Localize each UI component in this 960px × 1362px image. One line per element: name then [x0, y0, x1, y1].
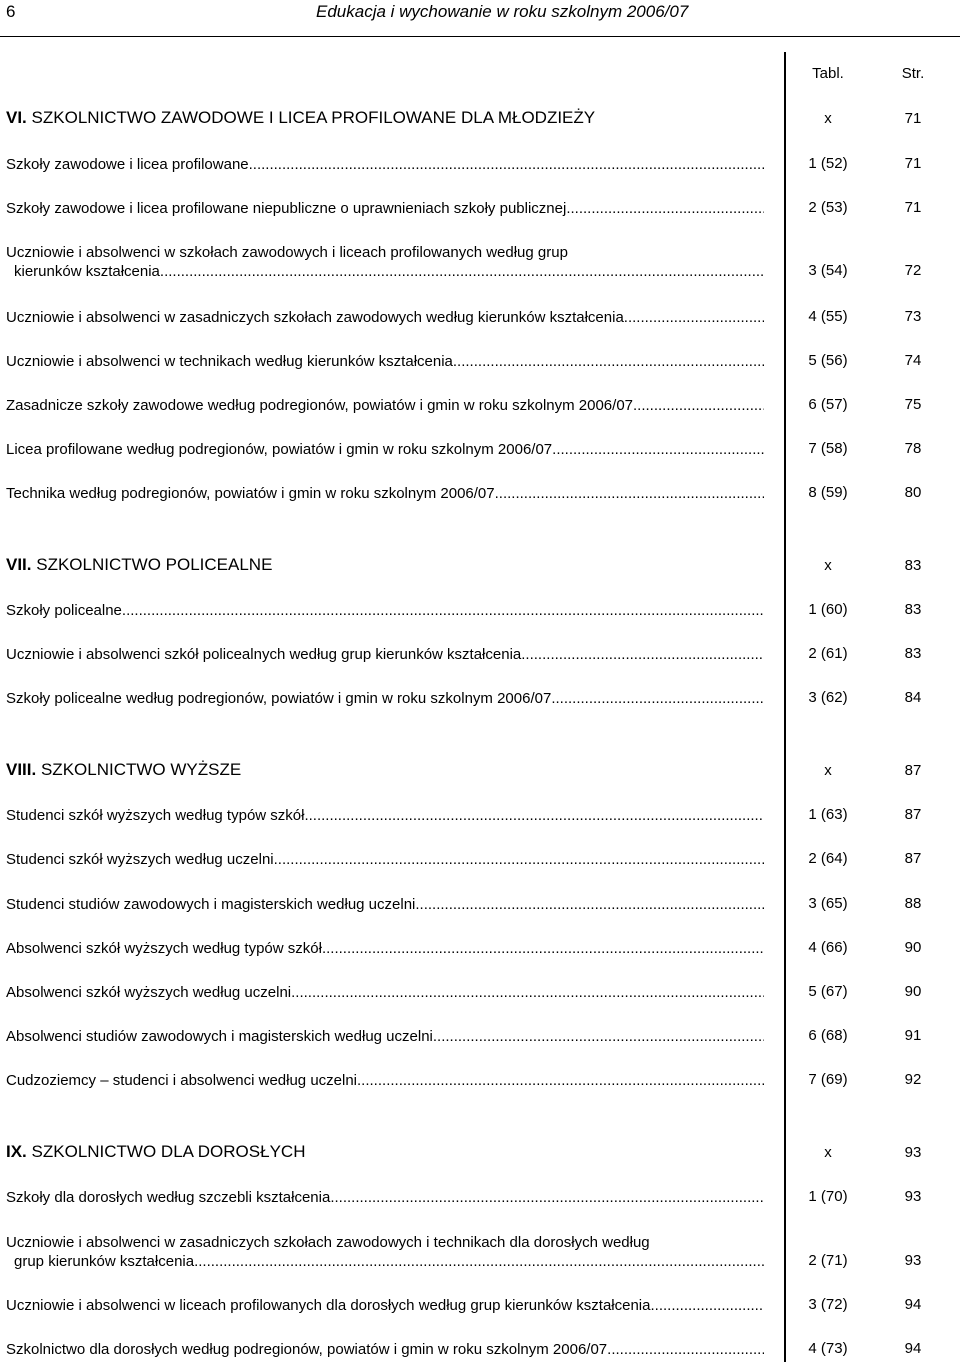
toc-entry-title	[6, 939, 764, 958]
page-number-ref: 87	[904, 850, 922, 867]
toc-entry-text: Absolwenci szkół wyższych według uczelni	[6, 984, 292, 1001]
toc-entry-line	[6, 199, 764, 218]
table-number: 6 (57)	[808, 396, 848, 413]
page-number-ref: 92	[904, 1071, 922, 1088]
toc-entry-text: Studenci szkół wyższych według typów szkół	[6, 807, 305, 824]
toc-entry-title	[6, 689, 764, 708]
toc-entry-line	[6, 645, 764, 664]
toc-entry-title	[6, 440, 764, 459]
page-number-ref: 83	[904, 645, 922, 662]
toc-entry-title	[6, 1233, 764, 1271]
dot-leader	[650, 1296, 764, 1315]
table-number: 2 (64)	[808, 850, 848, 867]
section-table-ref: x	[824, 1144, 832, 1161]
dot-leader	[122, 601, 764, 620]
toc-entry-line	[6, 1188, 764, 1207]
page-number-ref: 93	[904, 1188, 922, 1205]
column-header-tabl: Tabl.	[812, 65, 844, 82]
dot-leader	[433, 1027, 764, 1046]
dot-leader	[415, 895, 764, 914]
toc-entry-text: Absolwenci szkół wyższych według typów szkół	[6, 940, 322, 957]
section-page-ref: 71	[904, 110, 922, 127]
page-number-ref: 83	[904, 601, 922, 618]
table-number: 3 (65)	[808, 895, 848, 912]
toc-entry-text: Szkoły zawodowe i licea profilowane niepubliczne o uprawnieniach szkoły publicznej	[6, 200, 567, 217]
toc-entry-title	[6, 1027, 764, 1046]
toc-entry-text: Cudzoziemcy – studenci i absolwenci według uczelni	[6, 1072, 358, 1089]
section-page-ref: 93	[904, 1144, 922, 1161]
table-number: 4 (73)	[808, 1340, 848, 1357]
toc-entry-text: Uczniowie i absolwenci w zasadniczych szkołach zawodowych według kierunków kształcenia	[6, 309, 624, 326]
dot-leader	[194, 1252, 764, 1271]
running-title: Edukacja i wychowanie w roku szkolnym 2006/07	[316, 2, 689, 21]
page-number-ref: 93	[904, 1252, 922, 1269]
toc-entry-line	[6, 1252, 764, 1271]
table-number: 7 (58)	[808, 440, 848, 457]
toc-entry-line	[6, 1233, 764, 1252]
table-number: 5 (56)	[808, 352, 848, 369]
dot-leader	[607, 1340, 764, 1359]
toc-entry-line	[6, 1027, 764, 1046]
section-title	[6, 760, 764, 779]
page-number-ref: 90	[904, 939, 922, 956]
table-number: 4 (55)	[808, 308, 848, 325]
toc-entry-line	[6, 1071, 764, 1090]
table-number: 3 (54)	[808, 262, 848, 279]
dot-leader	[495, 484, 764, 503]
dot-leader	[633, 396, 764, 415]
column-header-str: Str.	[901, 65, 925, 82]
page-number-ref: 71	[904, 199, 922, 216]
section-title-text: SZKOLNICTWO WYŻSZE	[40, 760, 242, 779]
page-number-ref: 91	[904, 1027, 922, 1044]
toc-entry-text: Studenci szkół wyższych według uczelni	[6, 851, 274, 868]
toc-entry-line	[6, 689, 764, 708]
table-number: 2 (61)	[808, 645, 848, 662]
section-table-ref: x	[824, 762, 832, 779]
page-number-ref: 74	[904, 352, 922, 369]
toc-entry-title	[6, 155, 764, 174]
toc-entry-title	[6, 645, 764, 664]
page-number-ref: 75	[904, 396, 922, 413]
column-divider	[784, 52, 786, 1362]
dot-leader	[566, 199, 764, 218]
toc-entry-line	[6, 440, 764, 459]
toc-entry-title	[6, 1296, 764, 1315]
toc-entry-text: Szkoły policealne	[6, 602, 122, 619]
toc-entry-text: Szkoły zawodowe i licea profilowane	[6, 156, 249, 173]
toc-entry-line	[6, 983, 764, 1002]
section-number: VIII.	[6, 760, 37, 779]
dot-leader	[357, 1071, 764, 1090]
toc-entry-text: Uczniowie i absolwenci w liceach profilowanych dla dorosłych według grup kierunków kształcenia	[6, 1297, 651, 1314]
toc-entry-title	[6, 199, 764, 218]
table-number: 1 (60)	[808, 601, 848, 618]
page-number-ref: 78	[904, 440, 922, 457]
toc-entry-line	[6, 895, 764, 914]
section-title-text: SZKOLNICTWO ZAWODOWE I LICEA PROFILOWANE DLA MŁODZIEŻY	[31, 108, 596, 127]
dot-leader	[249, 155, 764, 174]
dot-leader	[552, 440, 764, 459]
page-number-ref: 94	[904, 1296, 922, 1313]
dot-leader	[624, 308, 764, 327]
page-number-ref: 73	[904, 308, 922, 325]
toc-entry-line	[6, 262, 764, 281]
toc-entry-line	[6, 1296, 764, 1315]
dot-leader	[551, 689, 764, 708]
section-number: IX.	[6, 1142, 27, 1161]
toc-entry-title	[6, 484, 764, 503]
toc-entry-title	[6, 308, 764, 327]
dot-leader	[521, 645, 764, 664]
section-title	[6, 1142, 764, 1161]
toc-entry-text: Zasadnicze szkoły zawodowe według podregionów, powiatów i gmin w roku szkolnym 2006/07	[6, 397, 633, 414]
table-number: 2 (53)	[808, 199, 848, 216]
toc-entry-line	[6, 352, 764, 371]
table-number: 1 (70)	[808, 1188, 848, 1205]
toc-entry-text: Absolwenci studiów zawodowych i magisterskich według uczelni	[6, 1028, 433, 1045]
page-number-ref: 72	[904, 262, 922, 279]
section-title-text: SZKOLNICTWO POLICEALNE	[36, 555, 273, 574]
toc-entry-text: Uczniowie i absolwenci szkół policealnych według grup kierunków kształcenia	[6, 646, 522, 663]
dot-leader	[160, 262, 764, 281]
page-number-ref: 80	[904, 484, 922, 501]
dot-leader	[322, 939, 764, 958]
section-page-ref: 87	[904, 762, 922, 779]
table-number: 5 (67)	[808, 983, 848, 1000]
toc-entry-title	[6, 601, 764, 620]
table-number: 3 (62)	[808, 689, 848, 706]
toc-entry-title	[6, 1340, 764, 1359]
section-table-ref: x	[824, 557, 832, 574]
section-title	[6, 108, 764, 127]
toc-entry-line	[6, 308, 764, 327]
section-number: VII.	[6, 555, 32, 574]
toc-entry-text: Szkoły policealne według podregionów, powiatów i gmin w roku szkolnym 2006/07	[6, 690, 552, 707]
table-number: 8 (59)	[808, 484, 848, 501]
table-number: 3 (72)	[808, 1296, 848, 1313]
section-page-ref: 83	[904, 557, 922, 574]
toc-entry-text: Szkoły dla dorosłych według szczebli kształcenia	[6, 1189, 331, 1206]
toc-entry-text: grup kierunków kształcenia	[14, 1253, 195, 1270]
toc-entry-title	[6, 243, 764, 281]
page-header	[0, 0, 960, 37]
table-number: 6 (68)	[808, 1027, 848, 1044]
table-number: 2 (71)	[808, 1252, 848, 1269]
page-number-ref: 88	[904, 895, 922, 912]
dot-leader	[304, 806, 764, 825]
toc-entry-text: Studenci studiów zawodowych i magisterskich według uczelni	[6, 896, 416, 913]
toc-entry-title	[6, 806, 764, 825]
table-number: 7 (69)	[808, 1071, 848, 1088]
toc-entry-text: Technika według podregionów, powiatów i gmin w roku szkolnym 2006/07	[6, 485, 495, 502]
section-number: VI.	[6, 108, 27, 127]
toc-entry-title	[6, 1071, 764, 1090]
toc-entry-text: kierunków kształcenia	[14, 263, 160, 280]
toc-entry-text: Licea profilowane według podregionów, powiatów i gmin w roku szkolnym 2006/07	[6, 441, 553, 458]
toc-entry-line	[6, 243, 764, 262]
toc-entry-line	[6, 806, 764, 825]
toc-entry-title	[6, 352, 764, 371]
toc-entry-line	[6, 601, 764, 620]
toc-entry-title	[6, 895, 764, 914]
section-title	[6, 555, 764, 574]
toc-entry-line	[6, 850, 764, 869]
page-number-ref: 94	[904, 1340, 922, 1357]
dot-leader	[291, 983, 764, 1002]
dot-leader	[453, 352, 764, 371]
toc-entry-text: Szkolnictwo dla dorosłych według podregionów, powiatów i gmin w roku szkolnym 2006/07	[6, 1341, 608, 1358]
toc-entry-text: Uczniowie i absolwenci w zasadniczych szkołach zawodowych i technikach dla dorosłych według	[6, 1234, 650, 1251]
toc-entry-line	[6, 396, 764, 415]
toc-entry-text: Uczniowie i absolwenci w technikach według kierunków kształcenia	[6, 353, 453, 370]
page-number-ref: 84	[904, 689, 922, 706]
page-number-ref: 87	[904, 806, 922, 823]
section-table-ref: x	[824, 110, 832, 127]
table-number: 4 (66)	[808, 939, 848, 956]
page-number: 6	[6, 2, 16, 21]
toc-entry-line	[6, 939, 764, 958]
table-number: 1 (52)	[808, 155, 848, 172]
page-number-ref: 71	[904, 155, 922, 172]
toc-entry-title	[6, 396, 764, 415]
toc-entry-title	[6, 983, 764, 1002]
dot-leader	[330, 1188, 764, 1207]
toc-entry-text: Uczniowie i absolwenci w szkołach zawodowych i liceach profilowanych według grup	[6, 244, 568, 261]
page-number-ref: 90	[904, 983, 922, 1000]
dot-leader	[274, 850, 764, 869]
toc-entry-line	[6, 1340, 764, 1359]
section-title-text: SZKOLNICTWO DLA DOROSŁYCH	[31, 1142, 306, 1161]
toc-entry-line	[6, 155, 764, 174]
toc-entry-title	[6, 1188, 764, 1207]
table-number: 1 (63)	[808, 806, 848, 823]
toc-entry-title	[6, 850, 764, 869]
toc-entry-line	[6, 484, 764, 503]
